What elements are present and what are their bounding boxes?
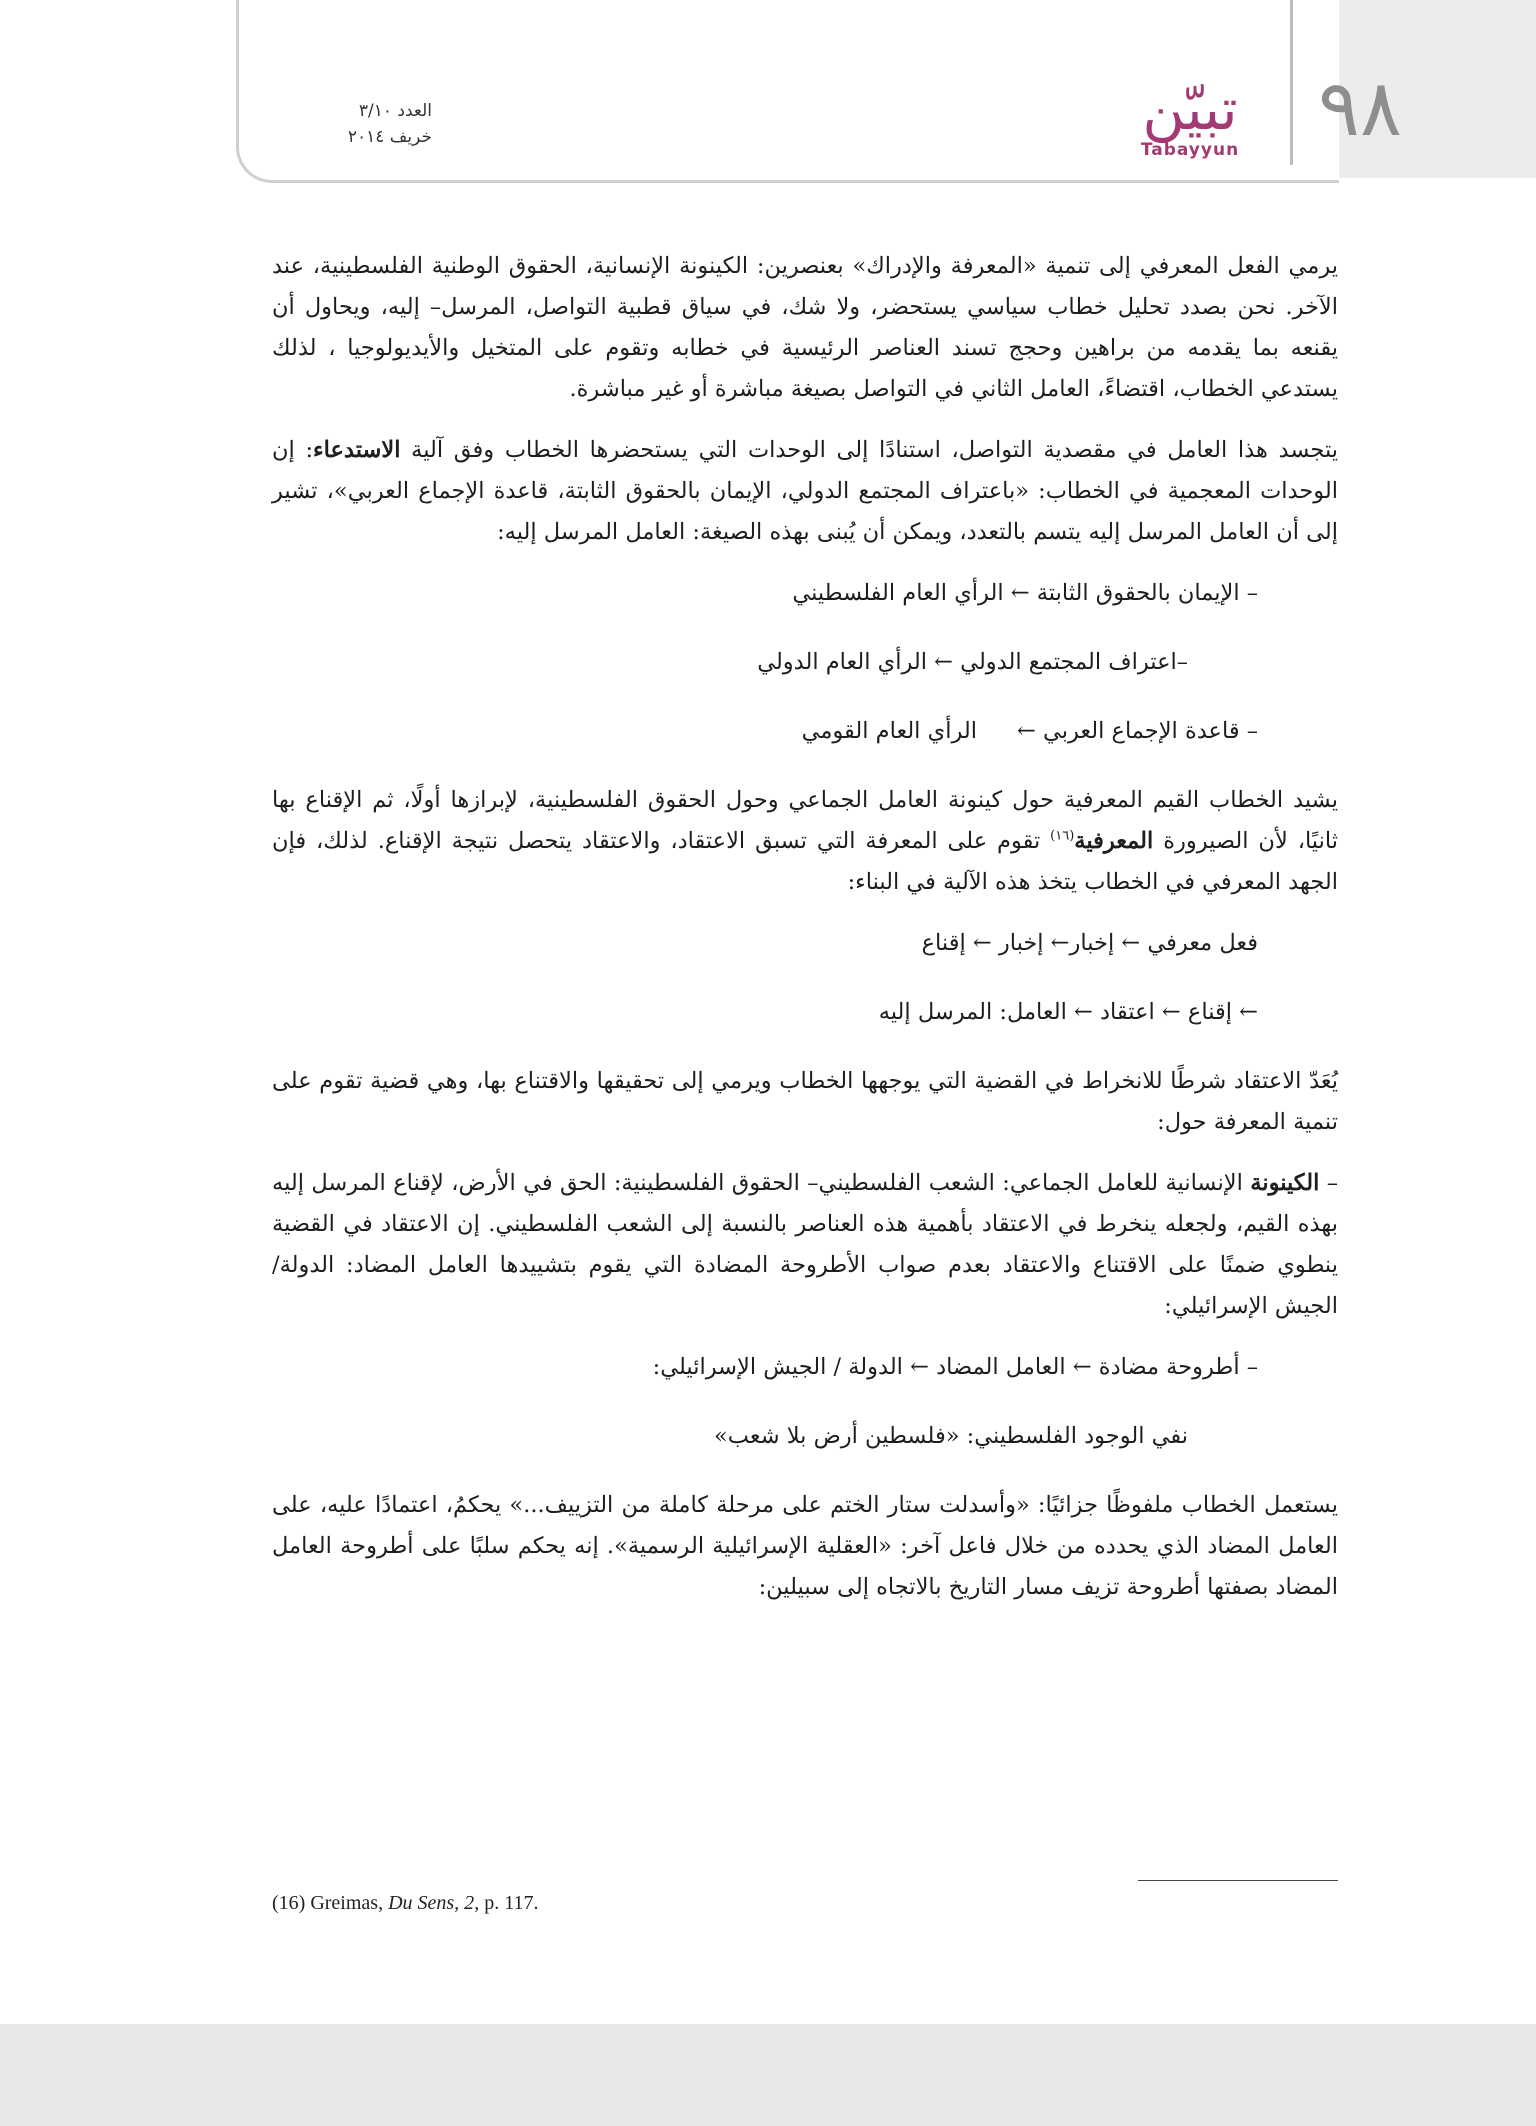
list-item: –اعتراف المجتمع الدولي ← الرأي العام الدولي bbox=[757, 649, 1188, 675]
list-item-part: – قاعدة الإجماع العربي ← bbox=[1016, 718, 1258, 744]
paragraph-2 bbox=[272, 430, 1338, 553]
footnote-rule bbox=[1138, 1880, 1338, 1881]
paragraph-5 bbox=[272, 1163, 1338, 1327]
footnote bbox=[272, 1888, 972, 1918]
paragraph-4: يُعَدّ الاعتقاد شرطًا للانخراط في القضية التي يوجهها الخطاب ويرمي إلى تحقيقها والاقتناع بها، وهي قضية تقوم على تنمية المعرفة حول: bbox=[272, 1068, 1338, 1135]
paragraph-2-bold: الاستدعاء bbox=[313, 437, 401, 463]
paragraph-2-end: : إن الوحدات المعجمية في الخطاب: «باعتراف المجتمع الدولي، الإيمان بالحقوق الثابتة، قاعدة الإجماع العربي»، تشير إلى أن العامل المرسل إليه يتسم بالتعدد، ويمكن أن يُبنى بهذه الصيغة: العامل المرسل إليه: bbox=[272, 437, 1338, 545]
paragraph-5-rest: الإنسانية للعامل الجماعي: الشعب الفلسطيني– الحقوق الفلسطينية: الحق في الأرض، لإقناع المرسل إليه بهذه القيم، ولجعله ينخرط في الاعتقاد بأهمية هذه العناصر بالنسبة إلى الشعب الفلسطيني. إن الاعتقاد في القضية ينطوي ضمنًا على الاقتناع والاعتقاد بعدم صواب الأطروحة المضادة التي يقوم بتشييدها العامل المضاد: الدولة/ الجيش الإسرائيلي: bbox=[272, 1170, 1338, 1319]
paragraph-3-bold: المعرفية bbox=[1074, 828, 1154, 854]
page-number: ٩٨ bbox=[1318, 64, 1402, 154]
article-body bbox=[272, 246, 1338, 1628]
footnote-page: , p. 117. bbox=[474, 1892, 539, 1914]
header-divider bbox=[1290, 0, 1293, 165]
list-item-part: الرأي العام القومي bbox=[801, 718, 977, 744]
issue-season: خريف ٢٠١٤ bbox=[347, 127, 432, 147]
bottom-band bbox=[0, 2024, 1536, 2126]
paragraph-3-end: تقوم على المعرفة التي تسبق الاعتقاد، والاعتقاد يتحصل نتيجة الإقناع. لذلك، فإن الجهد المعرفي في الخطاب يتخذ هذه الآلية في البناء: bbox=[272, 828, 1338, 895]
logo-latin-text: Tabayyun bbox=[1140, 140, 1240, 160]
list-item: – الإيمان بالحقوق الثابتة ← الرأي العام الفلسطيني bbox=[792, 580, 1258, 606]
issue-info bbox=[272, 98, 432, 158]
paragraph-6: يستعمل الخطاب ملفوظًا جزائيًا: «وأسدلت ستار الختم على مرحلة كاملة من التزييف...» يحكمُ، اعتمادًا عليه، على العامل المضاد الذي يحدده من خلال فاعل آخر: «العقلية الإسرائيلية الرسمية». إنه يحكم سلبًا على أطروحة العامل المضاد بصفتها أطروحة تزيف مسار التاريخ بالاتجاه إلى سبيلين: bbox=[272, 1492, 1338, 1600]
paragraph-3-start: يشيد الخطاب القيم المعرفية حول كينونة العامل الجماعي وحول الحقوق الفلسطينية، لإبرازها أولًا، ثم الإقناع بها ثانيًا، لأن الصيرورة bbox=[272, 787, 1338, 854]
paragraph-1: يرمي الفعل المعرفي إلى تنمية «المعرفة والإدراك» بعنصرين: الكينونة الإنسانية، الحقوق الوطنية الفلسطينية، عند الآخر. نحن بصدد تحليل خطاب سياسي يستحضر، ولا شك، في سياق قطبية التواصل، المرسل– إليه، ويحاول أن يقنعه بما يقدمه من براهين وحجج تسند العناصر الرئيسية في خطابه وتقوم على المتخيل والأيديولوجيا ، لذلك يستدعي الخطاب، اقتضاءً، العامل الثاني في التواصل بصيغة مباشرة أو غير مباشرة. bbox=[272, 253, 1338, 402]
footnote-number: (16) Greimas, bbox=[272, 1892, 389, 1914]
issue-number: العدد ٣/١٠ bbox=[358, 101, 432, 121]
chain-line: ← إقناع ← اعتقاد ← العامل: المرسل إليه bbox=[878, 999, 1258, 1025]
paragraph-2-start: يتجسد هذا العامل في مقصدية التواصل، استنادًا إلى الوحدات التي يستحضرها الخطاب وفق آلية bbox=[411, 437, 1338, 463]
paragraph-5-bold: الكينونة bbox=[1250, 1170, 1320, 1196]
paragraph-3 bbox=[272, 780, 1338, 903]
list-item bbox=[272, 711, 1338, 752]
footnote-ref: (١٦) bbox=[1050, 828, 1075, 844]
paragraph-5-dash: – bbox=[1319, 1170, 1339, 1196]
journal-logo bbox=[1115, 75, 1265, 168]
footnote-title: Du Sens, 2 bbox=[388, 1892, 475, 1914]
list-item: نفي الوجود الفلسطيني: «فلسطين أرض بلا شعب» bbox=[714, 1423, 1188, 1449]
logo-arabic-text: تبيّن bbox=[1142, 75, 1238, 143]
chain-line: فعل معرفي ← إخبار← إخبار ← إقناع bbox=[921, 930, 1258, 956]
list-item: – أطروحة مضادة ← العامل المضاد ← الدولة / الجيش الإسرائيلي: bbox=[652, 1354, 1258, 1380]
